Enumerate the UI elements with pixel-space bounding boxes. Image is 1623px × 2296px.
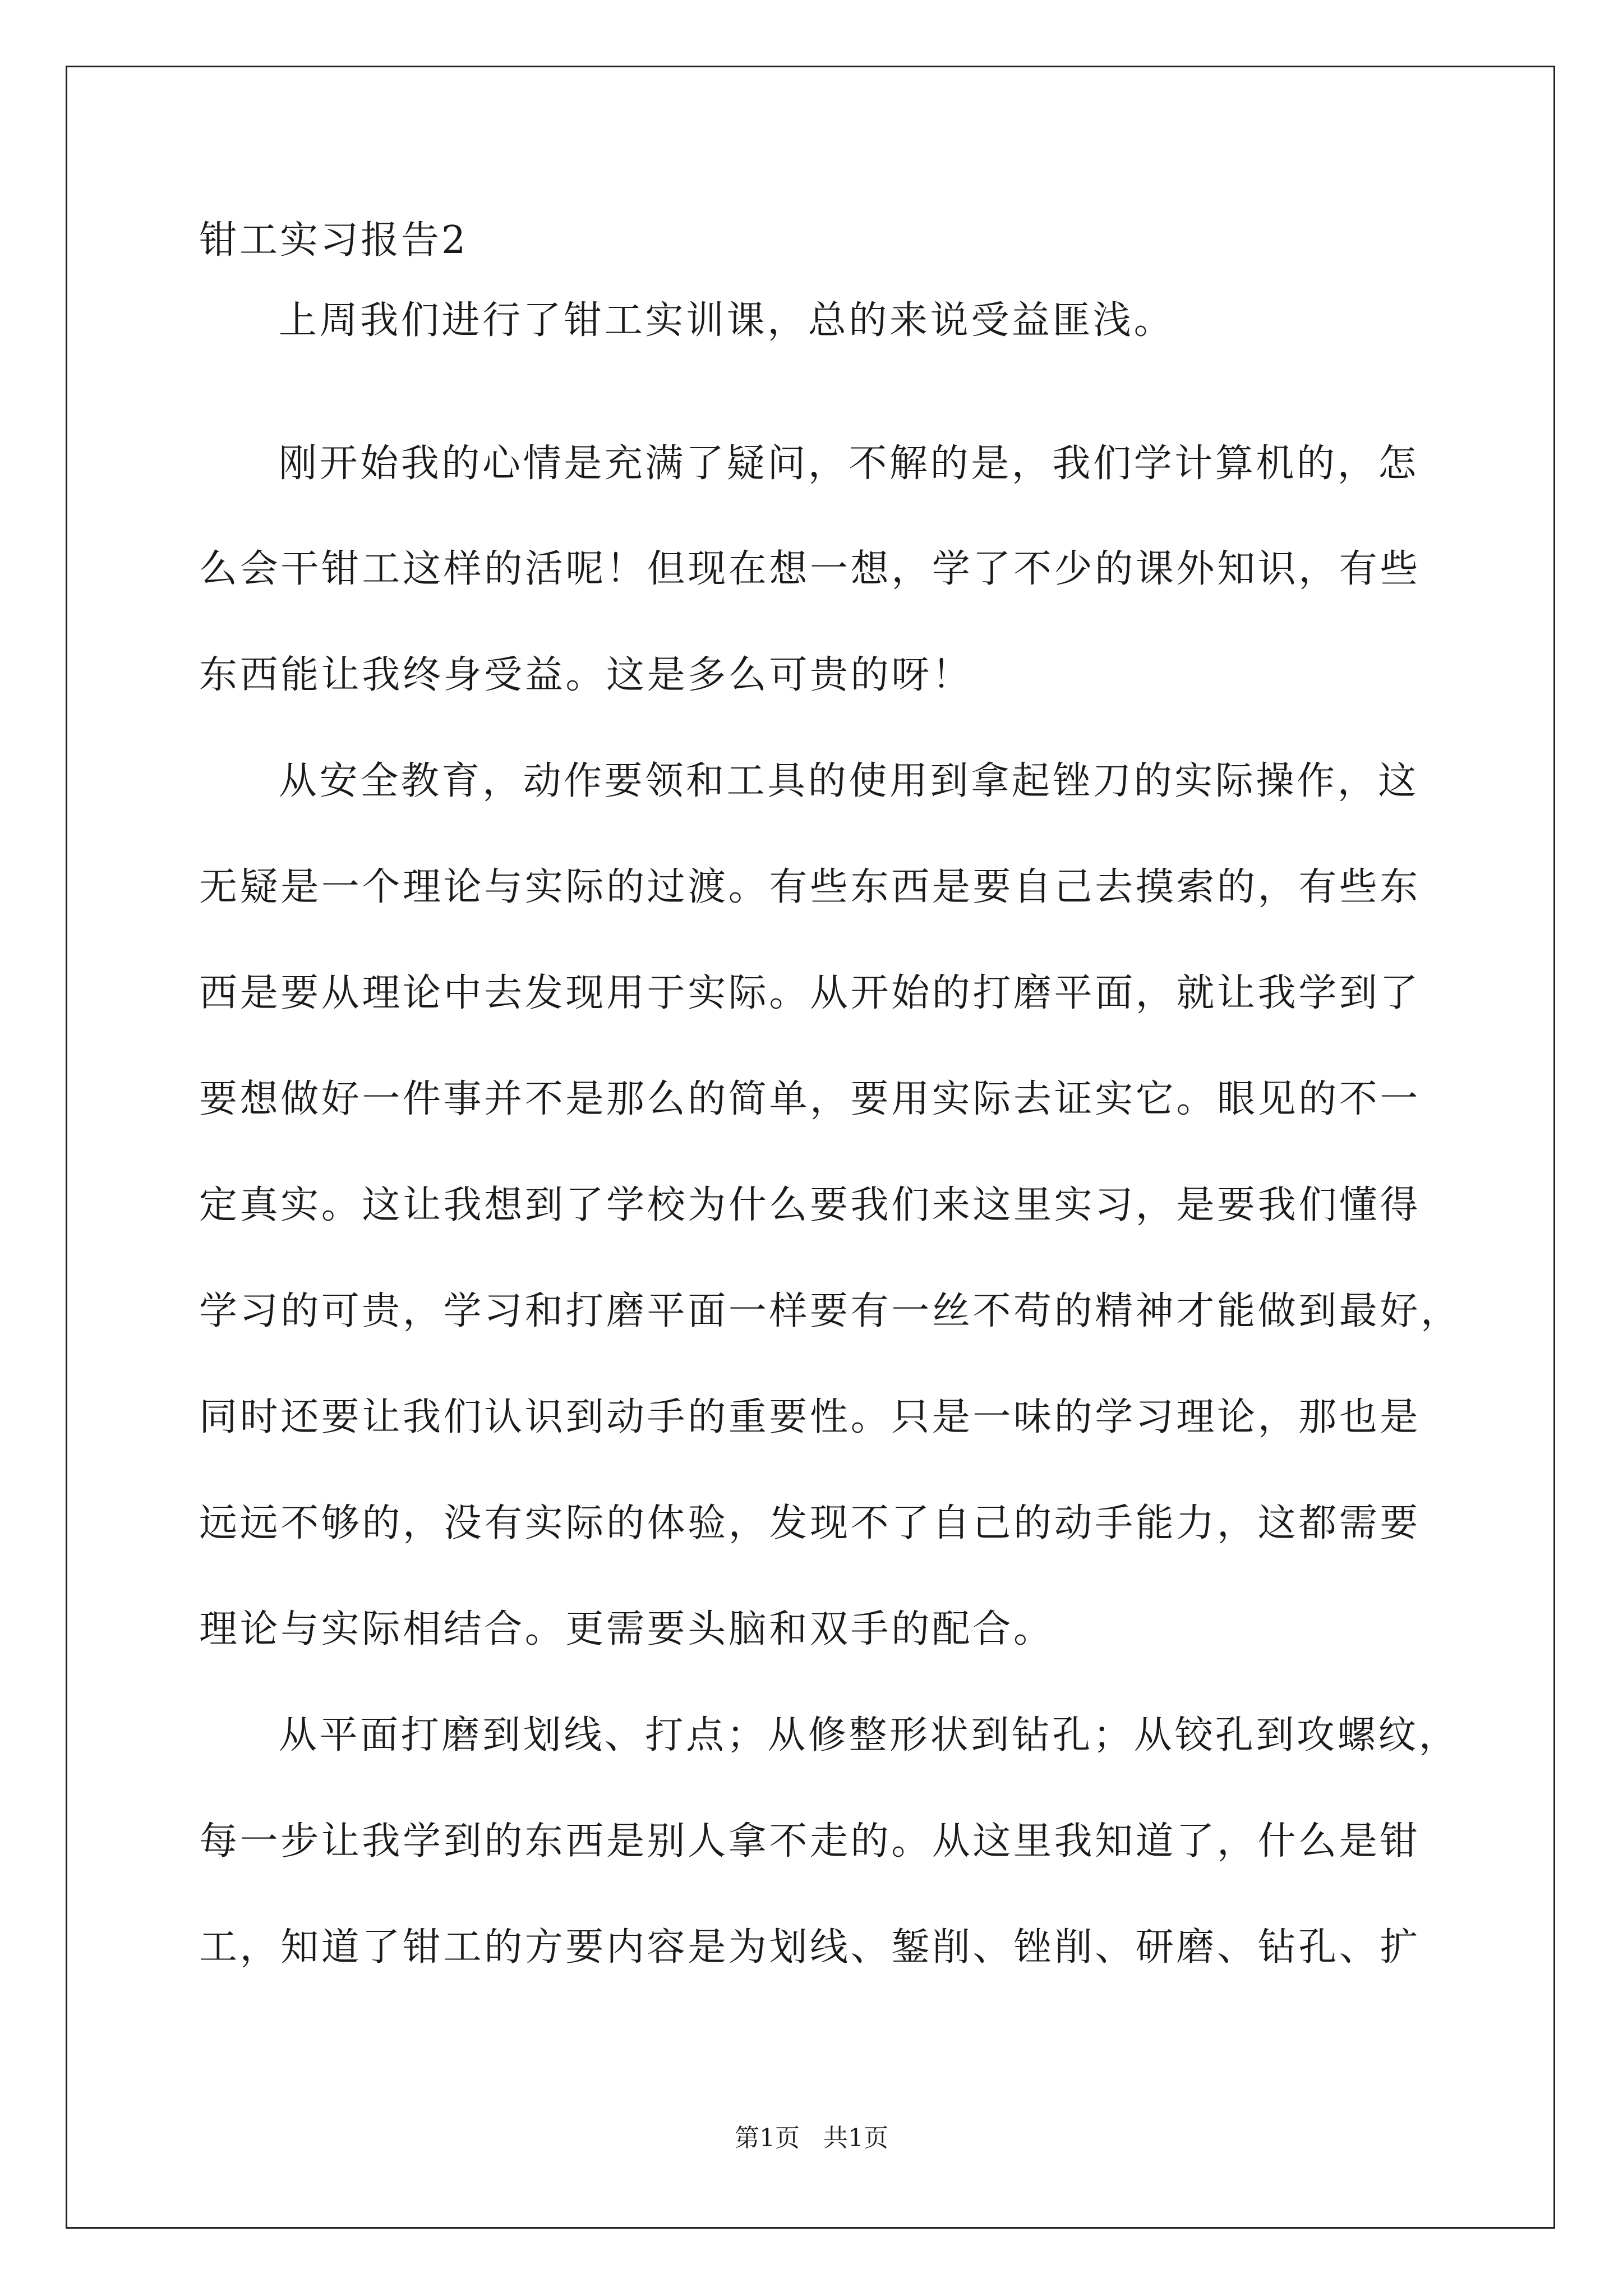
- body-line: 从平面打磨到划线、打点；从修整形状到钻孔；从铰孔到攻螺纹，: [279, 1713, 1460, 1757]
- body-line: 定真实。这让我想到了学校为什么要我们来这里实习，是要我们懂得: [199, 1183, 1421, 1227]
- body-line: 每一步让我学到的东西是别人拿不走的。从这里我知道了，什么是钳: [199, 1819, 1421, 1864]
- document-title: 钳工实习报告2: [199, 218, 468, 263]
- body-line: 西是要从理论中去发现用于实际。从开始的打磨平面，就让我学到了: [199, 971, 1421, 1015]
- body-line: 刚开始我的心情是充满了疑问，不解的是，我们学计算机的，怎: [279, 441, 1419, 486]
- body-line: 工，知道了钳工的方要内容是为划线、錾削、锉削、研磨、钻孔、扩: [199, 1925, 1421, 1970]
- body-line: 同时还要让我们认识到动手的重要性。只是一味的学习理论，那也是: [199, 1395, 1421, 1439]
- body-line: 么会干钳工这样的活呢！但现在想一想，学了不少的课外知识，有些: [199, 547, 1421, 591]
- body-line: 要想做好一件事并不是那么的简单，要用实际去证实它。眼见的不一: [199, 1077, 1421, 1121]
- body-line: 东西能让我终身受益。这是多么可贵的呀！: [199, 653, 973, 697]
- body-line: 远远不够的，没有实际的体验，发现不了自己的动手能力，这都需要: [199, 1501, 1421, 1545]
- body-line: 上周我们进行了钳工实训课，总的来说受益匪浅。: [279, 298, 1175, 343]
- page-border: [66, 66, 1555, 2229]
- body-line: 从安全教育，动作要领和工具的使用到拿起锉刀的实际操作，这: [279, 759, 1419, 803]
- page-number-footer: 第1页 共1页: [735, 2124, 888, 2152]
- body-line: 学习的可贵，学习和打磨平面一样要有一丝不苟的精神才能做到最好，: [199, 1289, 1461, 1333]
- body-line: 无疑是一个理论与实际的过渡。有些东西是要自己去摸索的，有些东: [199, 865, 1421, 909]
- body-line: 理论与实际相结合。更需要头脑和双手的配合。: [199, 1607, 1054, 1651]
